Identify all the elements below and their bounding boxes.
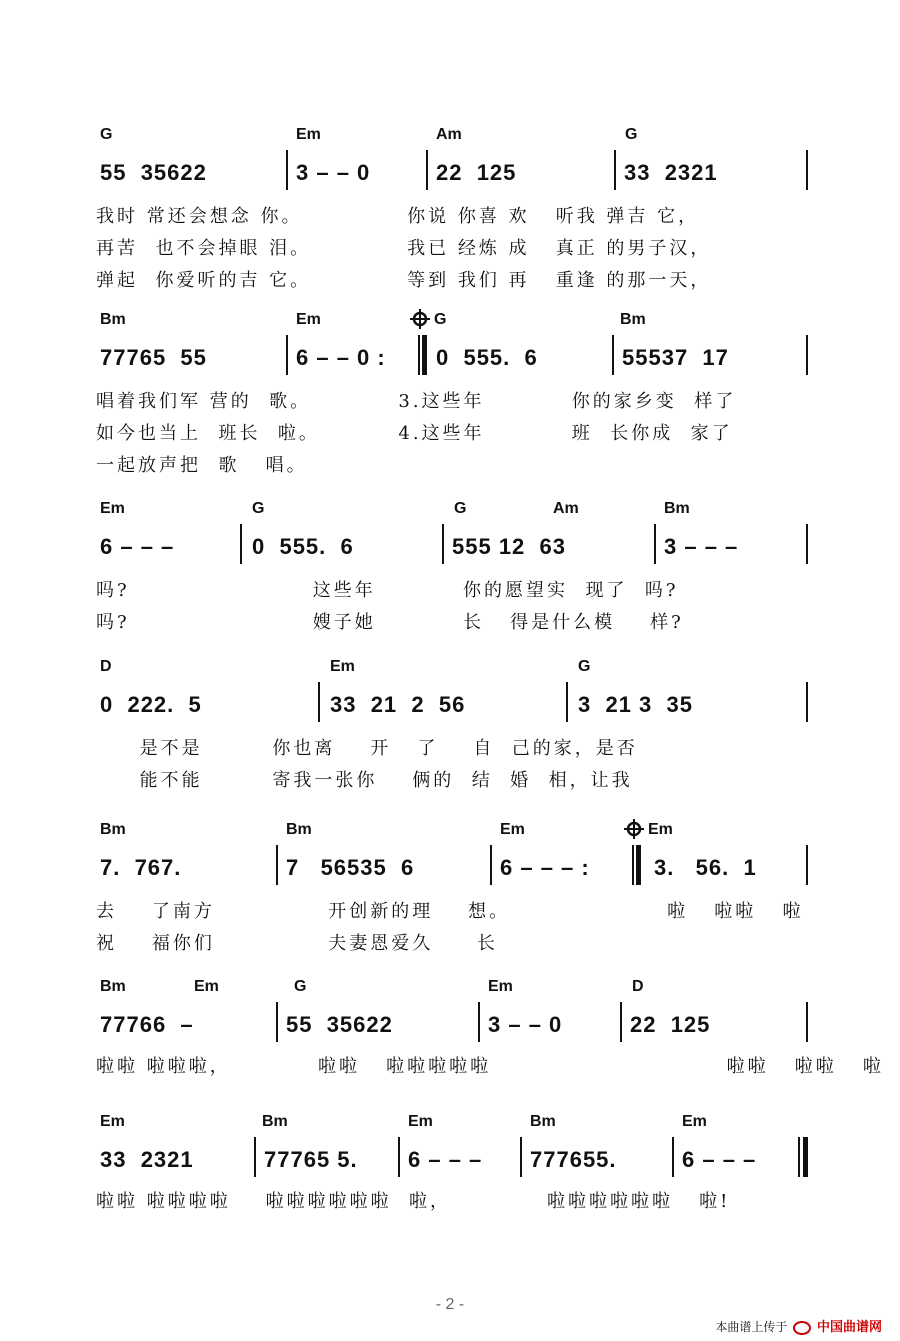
- chord: Bm: [100, 821, 126, 838]
- score-system-1: [0, 120, 900, 291]
- measure-notes: 0 222. 5: [100, 692, 202, 717]
- barline: [478, 1002, 480, 1042]
- measure-notes: 6 – – –: [408, 1147, 483, 1172]
- barline: [426, 150, 428, 190]
- measure-notes: 3 – – 0: [488, 1012, 563, 1037]
- chord: G: [578, 658, 591, 675]
- barline: [398, 1137, 400, 1177]
- lyric-line: 唱着我们军 营的 歌。 3.这些年 你的家乡变 样了: [96, 391, 737, 412]
- barline: [672, 1137, 674, 1177]
- chord: D: [100, 658, 112, 675]
- chord: Em: [296, 126, 321, 143]
- lyric-line: 能不能 寄我一张你 俩的 结 婚 相，让我: [96, 770, 633, 791]
- barline: [654, 524, 656, 564]
- measure-notes: 77765 5.: [264, 1147, 358, 1172]
- chord: G: [434, 311, 447, 328]
- barline: [806, 682, 808, 722]
- chord: Bm: [262, 1113, 288, 1130]
- measure-notes: 6 – – – :: [500, 855, 590, 880]
- coda-icon: [410, 309, 430, 329]
- barline: [806, 524, 808, 564]
- lyric-line: 去 了南方 开创新的理 想。 啦 啦啦 啦: [96, 901, 804, 922]
- chord: Bm: [664, 500, 690, 517]
- measure-notes: 33 2321: [624, 160, 718, 185]
- barline: [806, 845, 808, 885]
- site-logo-icon: [793, 1321, 811, 1335]
- chord: Em: [500, 821, 525, 838]
- barline: [286, 335, 288, 375]
- chord: Bm: [530, 1113, 556, 1130]
- repeat-barline-thick: [636, 845, 641, 885]
- chord: G: [625, 126, 638, 143]
- measure-notes: 55537 17: [622, 345, 729, 370]
- barline: [276, 1002, 278, 1042]
- barline: [806, 150, 808, 190]
- chord: Bm: [620, 311, 646, 328]
- barline: [614, 150, 616, 190]
- score-system-4: [0, 650, 900, 810]
- chord: Em: [330, 658, 355, 675]
- chord: Bm: [100, 978, 126, 995]
- measure-notes: 777655.: [530, 1147, 617, 1172]
- measure-notes: 7 56535 6: [286, 855, 415, 880]
- chord: Em: [648, 821, 673, 838]
- chord: Bm: [100, 311, 126, 328]
- barline: [612, 335, 614, 375]
- measure-notes: 22 125: [436, 160, 517, 185]
- chord: G: [252, 500, 265, 517]
- barline: [520, 1137, 522, 1177]
- score-system-3: [0, 490, 900, 650]
- measure-notes: 0 555. 6: [252, 534, 354, 559]
- barline: [254, 1137, 256, 1177]
- repeat-barline-thick: [422, 335, 427, 375]
- chord: Em: [194, 978, 219, 995]
- chord: Am: [436, 126, 462, 143]
- barline: [240, 524, 242, 564]
- lyric-line: 啦啦 啦啦啦啦 啦啦啦啦啦啦 啦， 啦啦啦啦啦啦 啦!: [96, 1191, 731, 1212]
- lyric-line: 如今也当上 班长 啦。 4.这些年 班 长你成 家了: [96, 423, 733, 444]
- measure-notes: 22 125: [630, 1012, 711, 1037]
- lyric-line: 吗? 嫂子她 长 得是什么模 样?: [96, 612, 684, 633]
- measure-notes: 33 2321: [100, 1147, 194, 1172]
- barline: [566, 682, 568, 722]
- lyric-line: 啦啦 啦啦啦， 啦啦 啦啦啦啦啦 啦啦 啦啦 啦: [96, 1056, 884, 1077]
- measure-notes: 6 – – –: [100, 534, 175, 559]
- measure-notes: 55 35622: [286, 1012, 393, 1037]
- barline: [806, 1002, 808, 1042]
- barline: [276, 845, 278, 885]
- chord: Em: [100, 500, 125, 517]
- credit-text: 本曲谱上传于: [715, 1320, 788, 1334]
- chord: Em: [408, 1113, 433, 1130]
- chord: D: [632, 978, 644, 995]
- measure-notes: 3. 56. 1: [654, 855, 757, 880]
- final-barline-thick: [803, 1137, 808, 1177]
- chord: Am: [553, 500, 579, 517]
- measure-notes: 3 – – 0: [296, 160, 371, 185]
- lyric-line: 吗? 这些年 你的愿望实 现了 吗?: [96, 580, 679, 601]
- barline: [442, 524, 444, 564]
- barline: [490, 845, 492, 885]
- measure-notes: 33 21 2 56: [330, 692, 466, 717]
- score-system-2: [0, 305, 900, 476]
- measure-notes: 0 555. 6: [436, 345, 538, 370]
- lyric-line: 弹起 你爱听的吉 它。 等到 我们 再 重逢 的那一天，: [96, 270, 712, 291]
- chord: Em: [682, 1113, 707, 1130]
- measure-notes: 555 12 63: [452, 534, 566, 559]
- barline: [286, 150, 288, 190]
- barline: [806, 335, 808, 375]
- chord: G: [294, 978, 307, 995]
- barline: [620, 1002, 622, 1042]
- measure-notes: 77765 55: [100, 345, 207, 370]
- final-barline: [798, 1137, 800, 1177]
- measure-notes: 77766 –: [100, 1012, 194, 1037]
- repeat-barline: [632, 845, 634, 885]
- site-name: 中国曲谱网: [816, 1320, 882, 1335]
- lyric-line: 一起放声把 歌 唱。: [96, 455, 308, 476]
- score-system-5: [0, 815, 900, 975]
- chord: Em: [100, 1113, 125, 1130]
- barline: [318, 682, 320, 722]
- measure-notes: 3 21 3 35: [578, 692, 693, 717]
- measure-notes: 7. 767.: [100, 855, 182, 880]
- measure-notes: 6 – – 0 :: [296, 345, 386, 370]
- coda-icon: [624, 819, 644, 839]
- measure-notes: 3 – – –: [664, 534, 739, 559]
- measure-notes: 6 – – –: [682, 1147, 757, 1172]
- lyric-line: 再苦 也不会掉眼 泪。 我已 经炼 成 真正 的男子汉，: [96, 238, 712, 259]
- score-system-7: [0, 1107, 900, 1267]
- lyric-line: 祝 福你们 夫妻恩爱久 长: [96, 933, 498, 954]
- chord: Em: [488, 978, 513, 995]
- upload-credit: [715, 1316, 882, 1335]
- chord: G: [100, 126, 113, 143]
- chord: G: [454, 500, 467, 517]
- lyric-line: 是不是 你也离 开 了 自 己的家，是否: [96, 738, 638, 759]
- page-number: - 2 -: [435, 1296, 465, 1313]
- measure-notes: 55 35622: [100, 160, 207, 185]
- chord: Em: [296, 311, 321, 328]
- repeat-barline: [418, 335, 420, 375]
- lyric-line: 我时 常还会想念 你。 你说 你喜 欢 听我 弹吉 它，: [96, 206, 700, 227]
- chord: Bm: [286, 821, 312, 838]
